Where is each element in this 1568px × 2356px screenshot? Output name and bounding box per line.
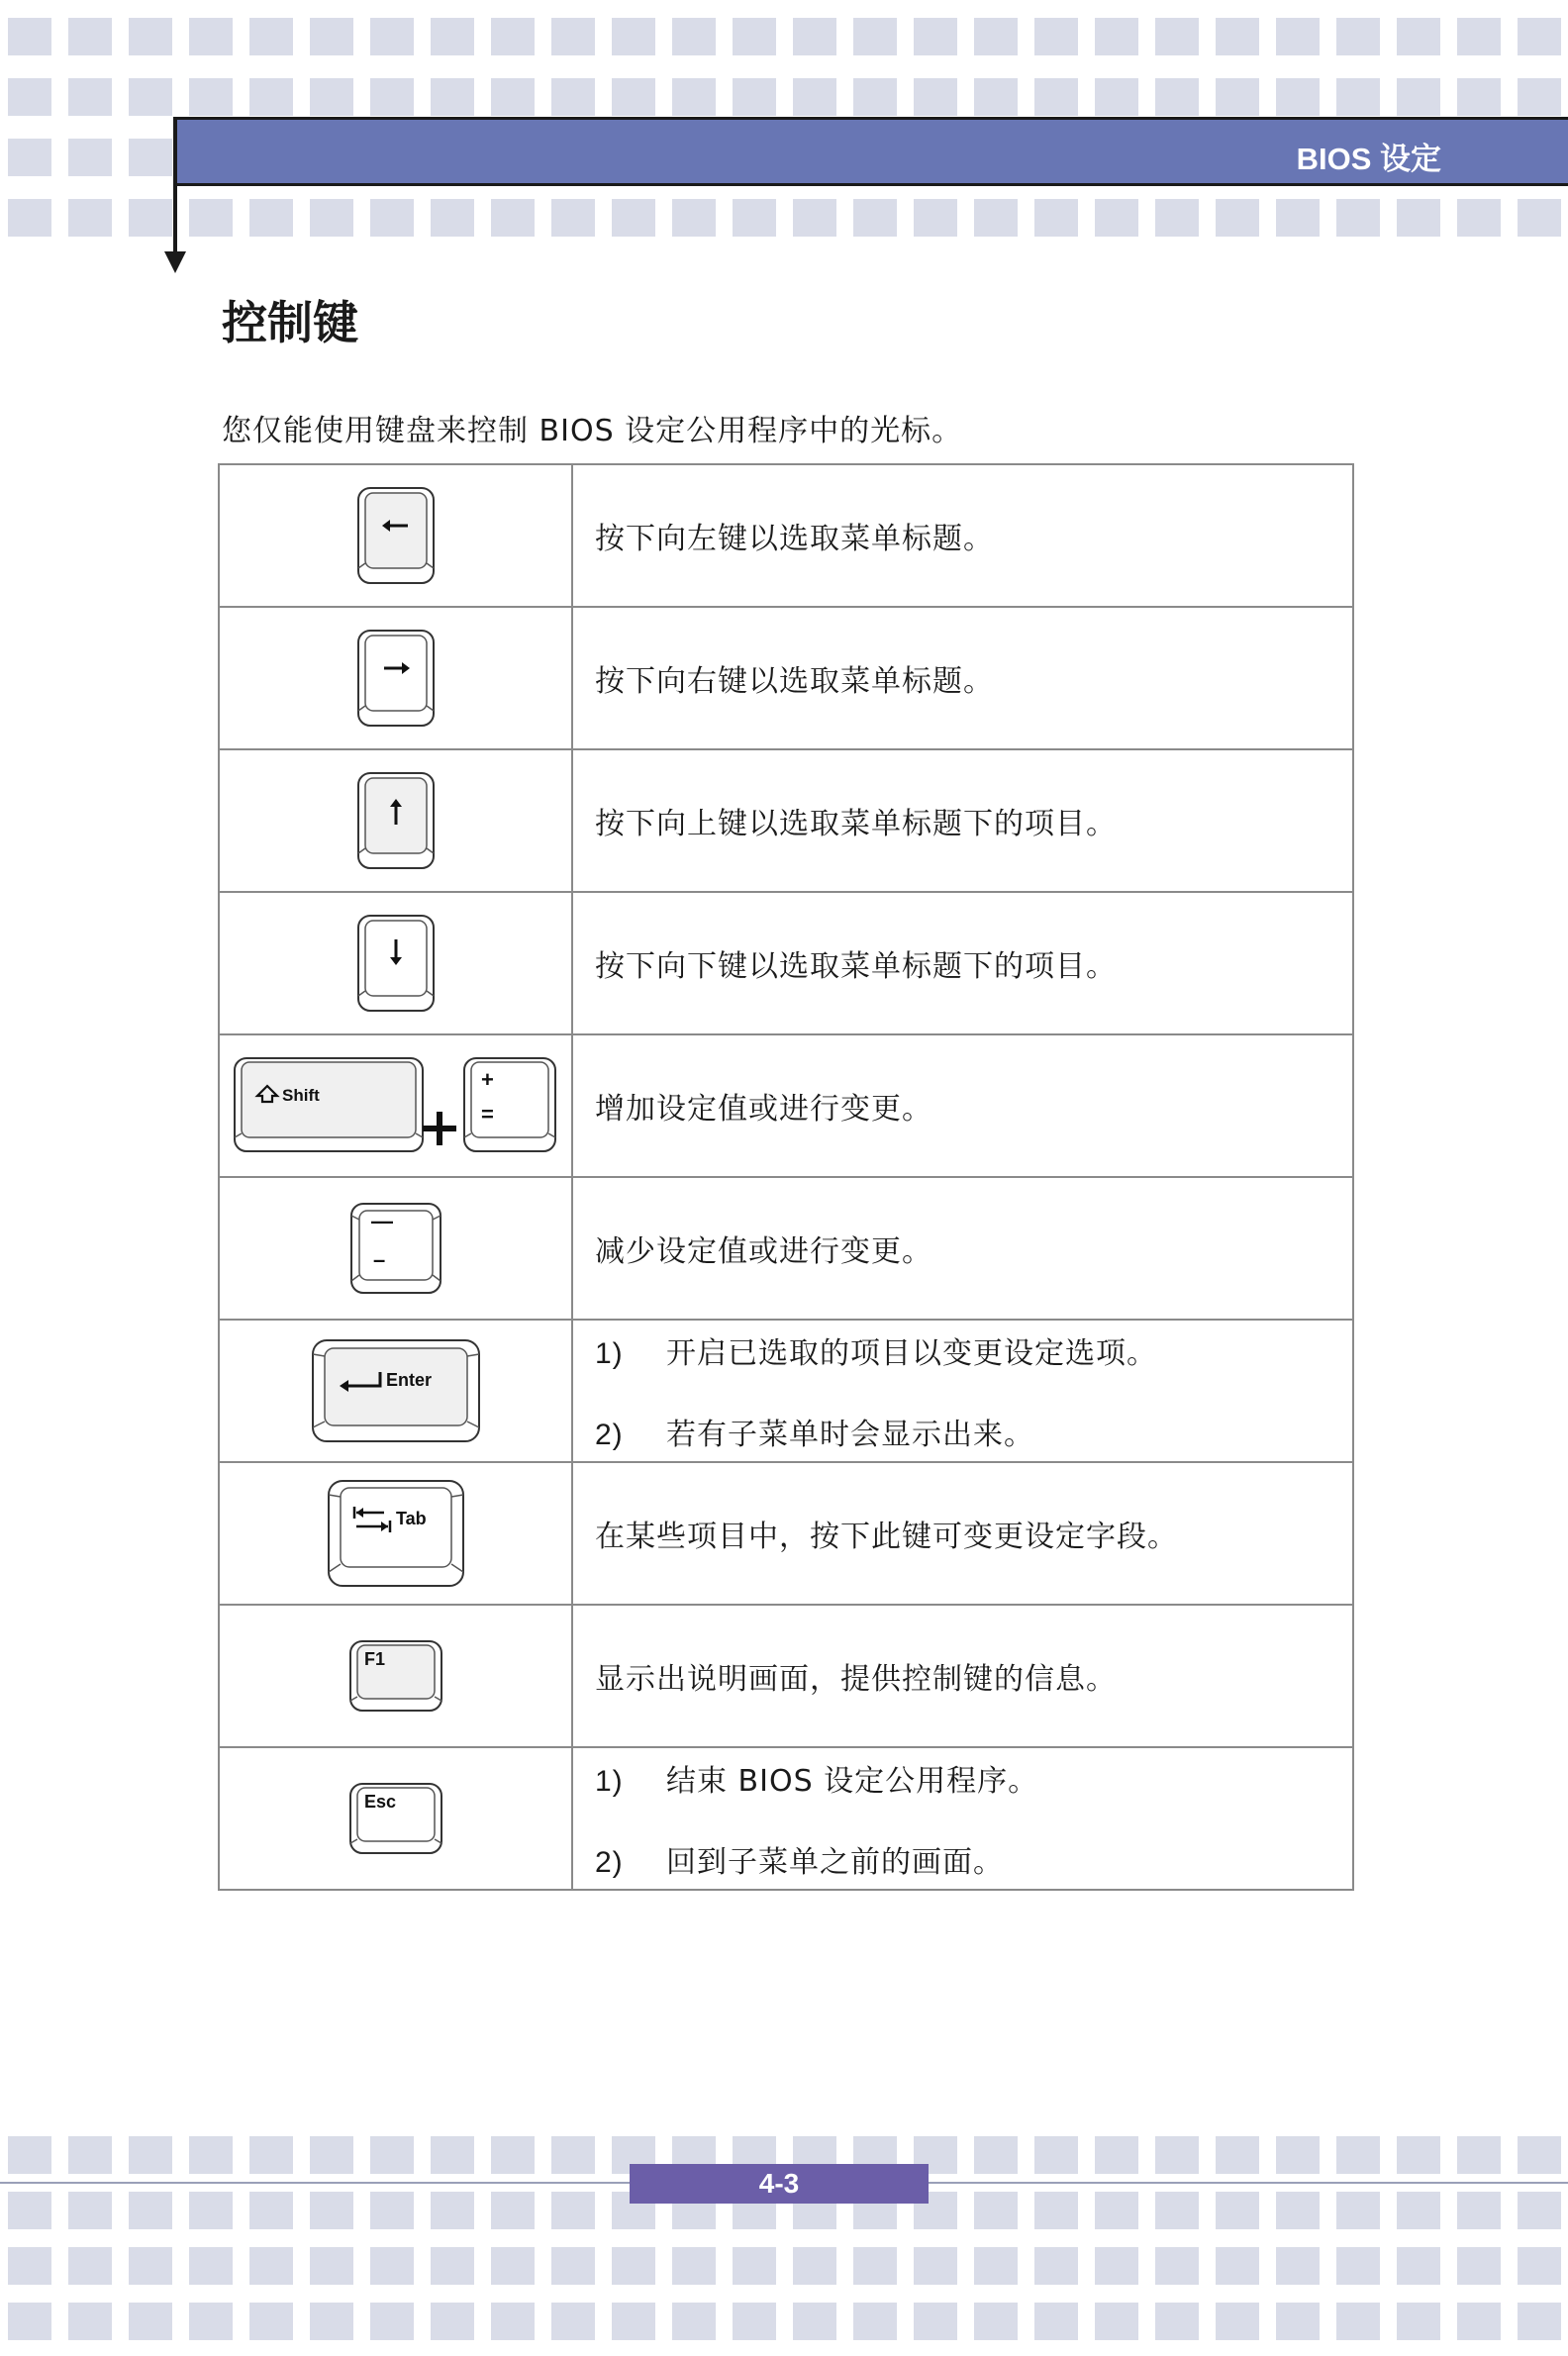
page-title: 控制键 xyxy=(222,296,358,349)
row-5-description: 增加设定值或进行变更。 xyxy=(595,1092,932,1127)
row-7-item-1-number: 1) xyxy=(595,1337,624,1370)
row-10-item-1-number: 1) xyxy=(595,1765,624,1798)
row-7-item-2-text: 若有子菜单时会显示出来。 xyxy=(666,1418,1034,1452)
row-7-item-1-text: 开启已选取的项目以变更设定选项。 xyxy=(666,1336,1157,1371)
row-9-description: 显示出说明画面，提供控制键的信息。 xyxy=(595,1662,1117,1697)
table-row xyxy=(219,607,1353,749)
header-arrow-down-icon xyxy=(164,251,186,273)
row-1-description: 按下向左键以选取菜单标题。 xyxy=(595,522,994,556)
f1-key-icon xyxy=(348,1639,443,1713)
f1-key-label: F1 xyxy=(363,1649,385,1669)
table-row xyxy=(219,1462,1353,1605)
table-row xyxy=(219,749,1353,892)
row-10-item-2-number: 2) xyxy=(595,1846,624,1879)
control-keys-table xyxy=(218,463,1354,1891)
esc-key-icon xyxy=(348,1782,443,1855)
row-6-description: 减少设定值或进行变更。 xyxy=(595,1234,932,1269)
plus-key-label: + xyxy=(480,1067,494,1092)
left-arrow-key-icon xyxy=(356,486,436,585)
row-3-description: 按下向上键以选取菜单标题下的项目。 xyxy=(595,807,1117,841)
tab-key-icon xyxy=(327,1479,465,1588)
row-7-item-2-number: 2) xyxy=(595,1419,624,1451)
table-row xyxy=(219,892,1353,1034)
minus-key-top-label: — xyxy=(370,1209,393,1233)
esc-key-label: Esc xyxy=(363,1792,396,1812)
table-row xyxy=(219,464,1353,607)
table-row xyxy=(219,1747,1353,1890)
tab-key-label: Tab xyxy=(395,1509,427,1528)
up-arrow-key-icon xyxy=(356,771,436,870)
row-2-description: 按下向右键以选取菜单标题。 xyxy=(595,664,994,699)
shift-plus-key-icon xyxy=(233,1056,559,1155)
header-bar xyxy=(175,117,1568,186)
table-row xyxy=(219,1605,1353,1747)
enter-key-label: Enter xyxy=(385,1370,432,1390)
minus-key-bottom-label: – xyxy=(372,1247,385,1272)
table-row xyxy=(219,1177,1353,1320)
down-arrow-key-icon xyxy=(356,914,436,1013)
row-4-description: 按下向下键以选取菜单标题下的项目。 xyxy=(595,949,1117,984)
header-arrow-line xyxy=(173,117,177,255)
page-number: 4-3 xyxy=(630,2164,929,2204)
right-arrow-key-icon xyxy=(356,629,436,728)
shift-key-label: Shift xyxy=(281,1086,320,1105)
enter-key-icon xyxy=(311,1338,481,1443)
intro-text: 您仅能使用键盘来控制 BIOS 设定公用程序中的光标。 xyxy=(222,414,963,448)
equals-key-label: = xyxy=(480,1102,494,1127)
minus-key-icon xyxy=(349,1202,442,1295)
row-10-item-2-text: 回到子菜单之前的画面。 xyxy=(666,1845,1004,1880)
row-8-description: 在某些项目中，按下此键可变更设定字段。 xyxy=(595,1520,1178,1554)
table-row xyxy=(219,1320,1353,1462)
row-10-item-1-text: 结束 BIOS 设定公用程序。 xyxy=(666,1764,1039,1799)
table-row xyxy=(219,1034,1353,1177)
footer-tile-pattern xyxy=(0,2128,1568,2356)
section-title: BIOS 设定 xyxy=(1296,142,1441,176)
